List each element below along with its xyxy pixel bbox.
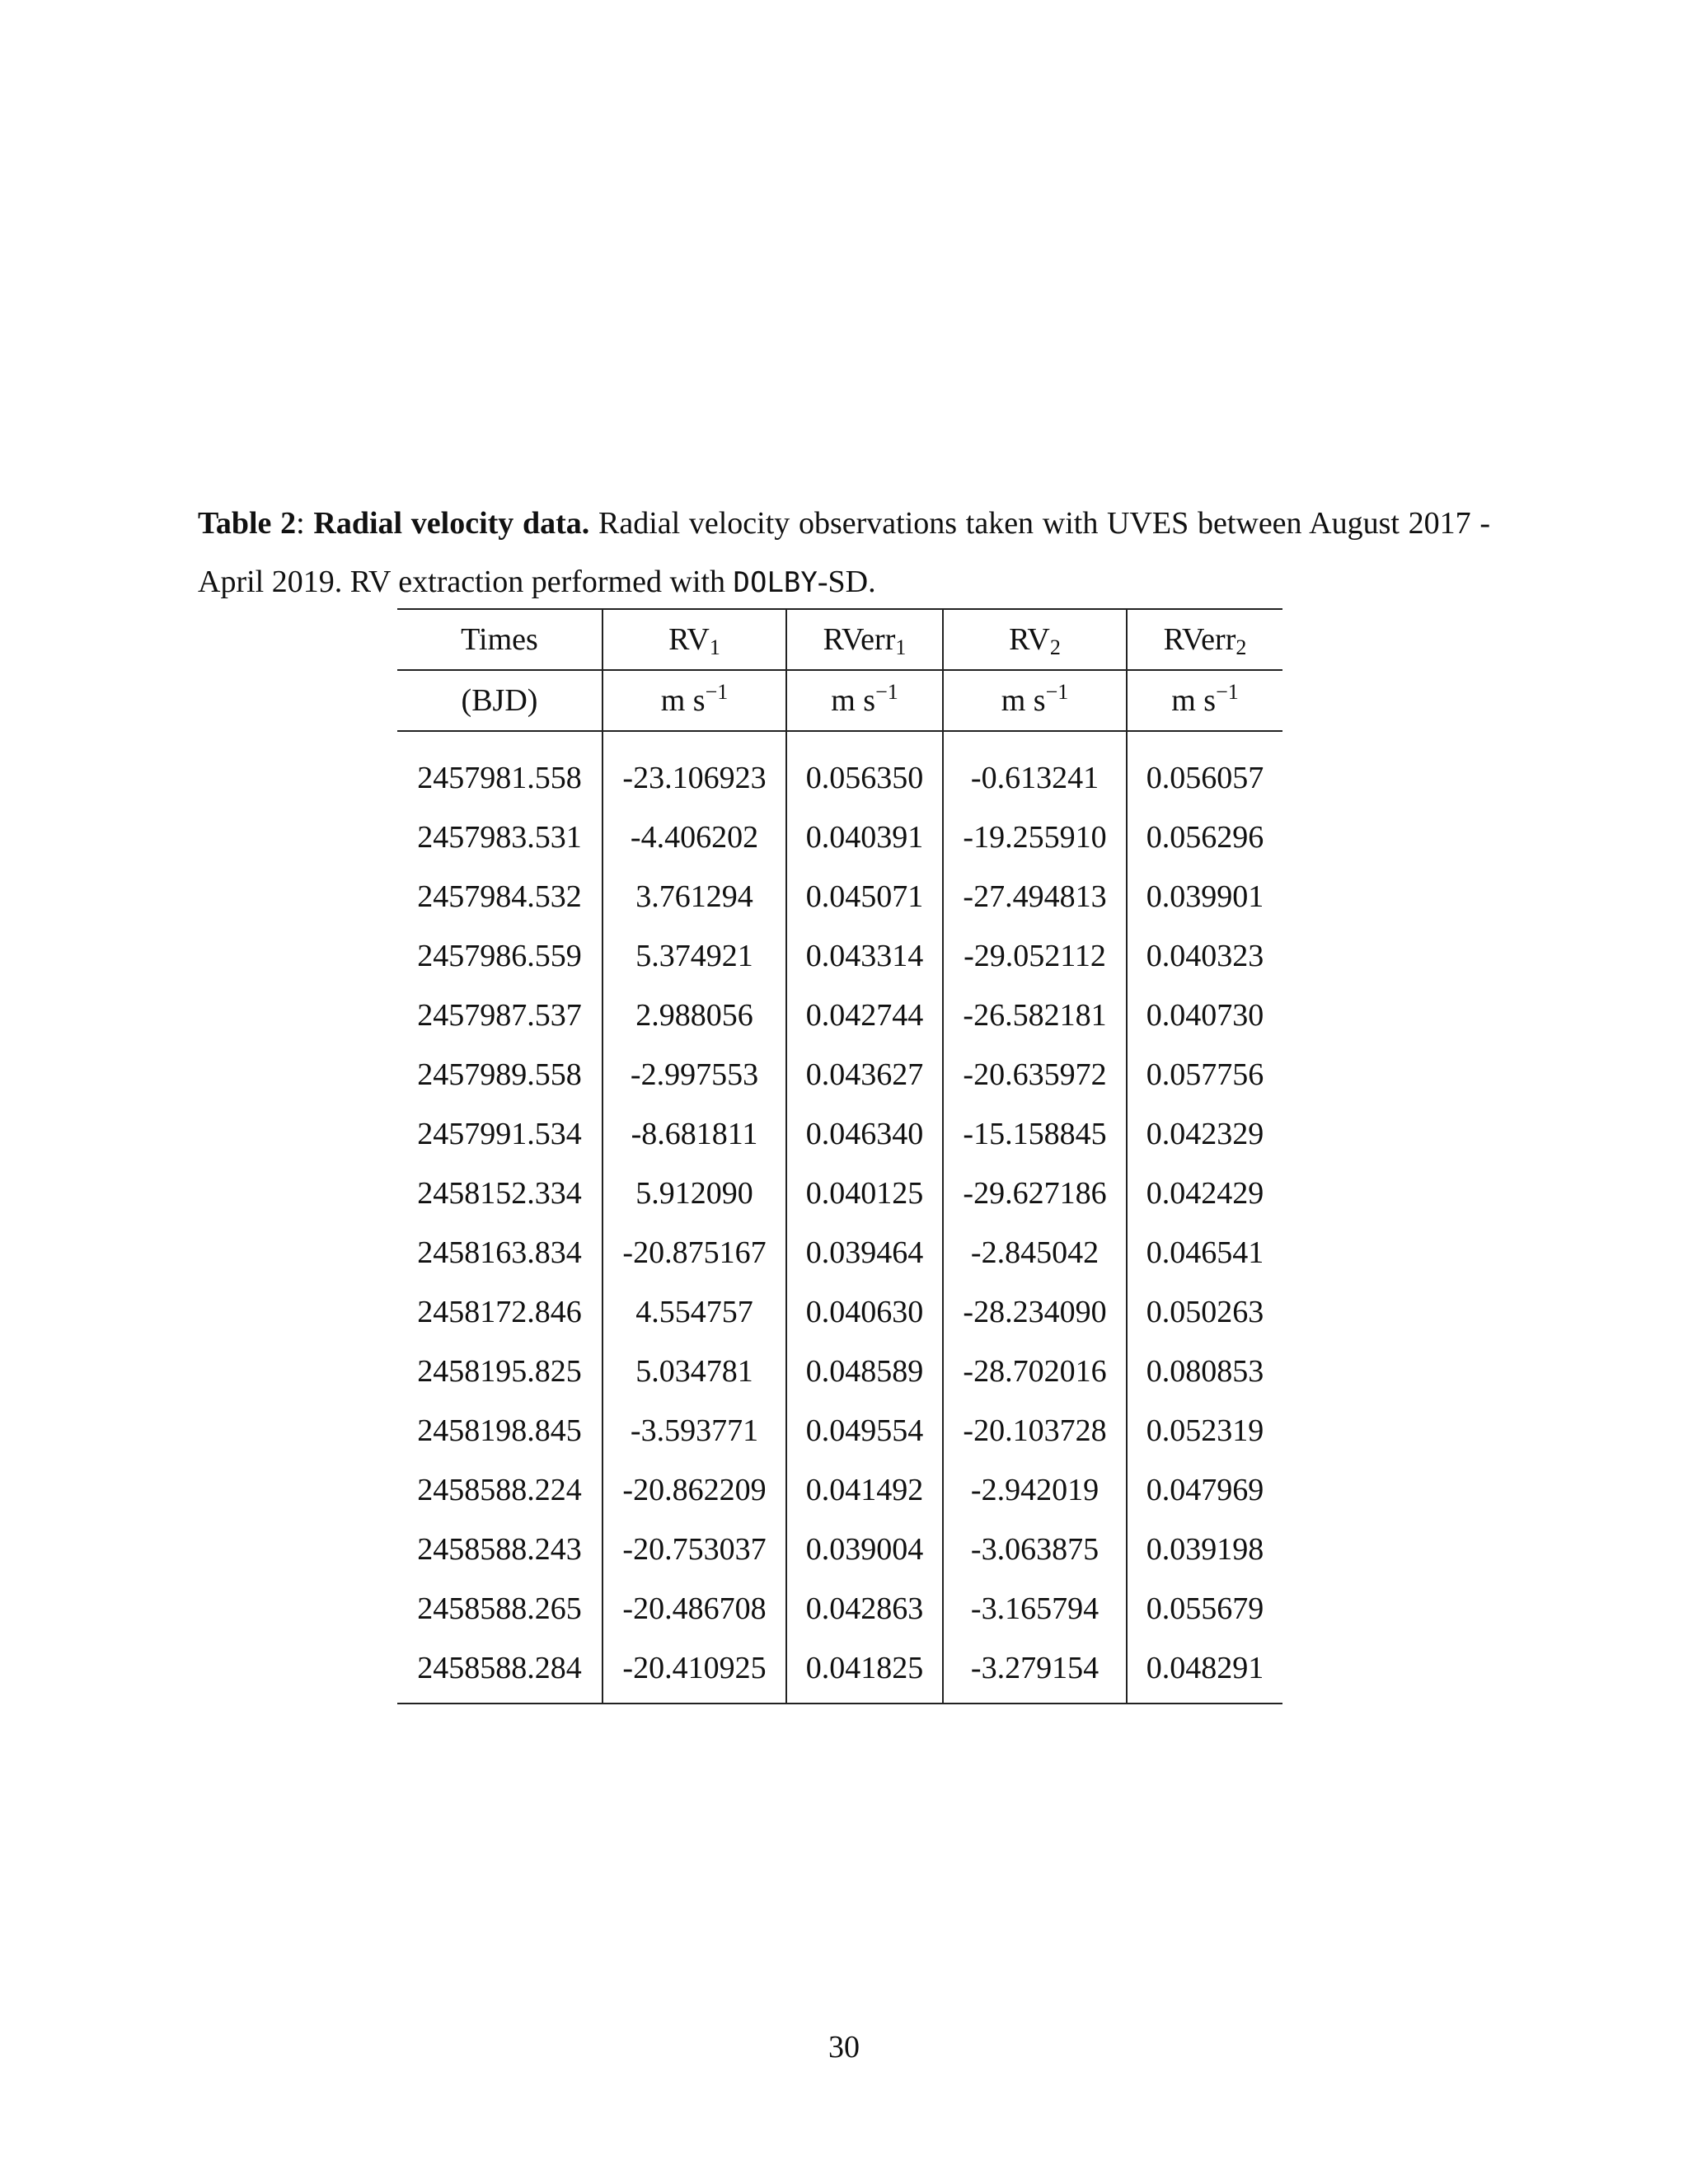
cell-rverr1: 0.045071 — [786, 867, 943, 926]
cell-rverr2: 0.042429 — [1127, 1164, 1282, 1223]
table-header-row — [397, 609, 1282, 670]
unit-rverr2: m $s^{-1}$ — [1127, 670, 1282, 731]
cell-rverr2: 0.040730 — [1127, 986, 1282, 1045]
cell-rv2: -28.702016 — [943, 1342, 1127, 1401]
table-row — [397, 986, 1282, 1045]
cell-rverr1: 0.039464 — [786, 1223, 943, 1282]
cell-rv2: -20.635972 — [943, 1045, 1127, 1104]
header-rverr2: RVerr$_2$ — [1127, 609, 1282, 670]
cell-rv1: -20.862209 — [603, 1460, 786, 1520]
cell-rv2: -29.627186 — [943, 1164, 1127, 1223]
cell-time: 2458172.846 — [417, 1295, 582, 1329]
cell-rverr2: 0.057756 — [1127, 1045, 1282, 1104]
cell-rv2: -3.063875 — [943, 1520, 1127, 1579]
cell-rverr2: 0.039901 — [1127, 867, 1282, 926]
caption-title: Radial velocity data. — [313, 506, 590, 541]
table-row — [397, 867, 1282, 926]
unit-rverr1: m $s^{-1}$ — [786, 670, 943, 731]
cell-rverr1: 0.041492 — [786, 1460, 943, 1520]
cell-time: 2457987.537 — [417, 998, 582, 1033]
cell-rverr1: 0.048589 — [786, 1342, 943, 1401]
cell-rverr2: 0.056057 — [1127, 731, 1282, 808]
cell-rverr2: 0.048291 — [1127, 1638, 1282, 1704]
cell-time: 2457986.559 — [417, 939, 582, 973]
cell-rv1: -20.753037 — [603, 1520, 786, 1579]
cell-rv2: -20.103728 — [943, 1401, 1127, 1460]
cell-rv1: -2.997553 — [603, 1045, 786, 1104]
cell-rv1: -20.410925 — [603, 1638, 786, 1704]
cell-rverr1: 0.041825 — [786, 1638, 943, 1704]
cell-rverr1: 0.039004 — [786, 1520, 943, 1579]
caption-label: Table 2 — [198, 506, 297, 541]
cell-rverr1: 0.049554 — [786, 1401, 943, 1460]
caption-code: DOLBY — [733, 566, 818, 599]
table-row — [397, 1164, 1282, 1223]
cell-rverr2: 0.052319 — [1127, 1401, 1282, 1460]
cell-time: 2457981.558 — [417, 761, 582, 795]
cell-rv2: -27.494813 — [943, 867, 1127, 926]
cell-rverr1: 0.040125 — [786, 1164, 943, 1223]
table-row — [397, 926, 1282, 986]
cell-rv2: -2.845042 — [943, 1223, 1127, 1282]
cell-rv2: -26.582181 — [943, 986, 1127, 1045]
cell-rverr1: 0.056350 — [786, 731, 943, 808]
header-rverr1: RVerr$_1$ — [786, 609, 943, 670]
table-row — [397, 1104, 1282, 1164]
cell-time: 2458588.265 — [417, 1591, 582, 1626]
table-row — [397, 1401, 1282, 1460]
unit-rv2: m $s^{-1}$ — [943, 670, 1127, 731]
cell-rv1: -3.593771 — [603, 1401, 786, 1460]
table-row — [397, 808, 1282, 867]
cell-time: 2457991.534 — [417, 1117, 582, 1151]
cell-rverr2: 0.046541 — [1127, 1223, 1282, 1282]
radial-velocity-table — [397, 608, 1282, 1704]
cell-rv2: -2.942019 — [943, 1460, 1127, 1520]
cell-rv1: 5.034781 — [603, 1342, 786, 1401]
table-units-row — [397, 670, 1282, 731]
table-row — [397, 1520, 1282, 1579]
cell-rv2: -3.279154 — [943, 1638, 1127, 1704]
cell-rverr2: 0.039198 — [1127, 1520, 1282, 1579]
cell-rverr2: 0.056296 — [1127, 808, 1282, 867]
table-row — [397, 1638, 1282, 1704]
cell-time: 2458152.334 — [417, 1176, 582, 1211]
caption-separator: : — [296, 506, 314, 541]
cell-rverr2: 0.042329 — [1127, 1104, 1282, 1164]
cell-time: 2457984.532 — [417, 879, 582, 914]
caption-text-end: -SD. — [817, 565, 876, 599]
cell-rv2: -29.052112 — [943, 926, 1127, 986]
table-row — [397, 1282, 1282, 1342]
caption-text: Radial velocity observations taken with UVES between August 2017 - April 2019. RV extraction performed with — [198, 506, 1491, 599]
cell-rverr1: 0.042744 — [786, 986, 943, 1045]
table-row — [397, 1223, 1282, 1282]
unit-rv1: m $s^{-1}$ — [603, 670, 786, 731]
cell-rv2: -0.613241 — [943, 731, 1127, 808]
cell-rv1: -4.406202 — [603, 808, 786, 867]
cell-rv1: 5.912090 — [603, 1164, 786, 1223]
page-number: 30 — [828, 2030, 860, 2064]
cell-rverr1: 0.043314 — [786, 926, 943, 986]
cell-rverr2: 0.040323 — [1127, 926, 1282, 986]
cell-rverr2: 0.047969 — [1127, 1460, 1282, 1520]
header-rv2: $RV_2$ — [943, 609, 1127, 670]
header-times: Times — [397, 609, 603, 670]
cell-rverr1: 0.046340 — [786, 1104, 943, 1164]
cell-rverr1: 0.040630 — [786, 1282, 943, 1342]
table-row — [397, 1045, 1282, 1104]
cell-rv1: 4.554757 — [603, 1282, 786, 1342]
cell-rverr1: 0.042863 — [786, 1579, 943, 1638]
cell-time: 2458195.825 — [417, 1354, 582, 1389]
cell-rverr2: 0.050263 — [1127, 1282, 1282, 1342]
cell-rv2: -3.165794 — [943, 1579, 1127, 1638]
cell-time: 2457989.558 — [417, 1057, 582, 1092]
header-rv1: $RV_1$ — [603, 609, 786, 670]
cell-rv2: -19.255910 — [943, 808, 1127, 867]
table-caption — [198, 494, 1490, 612]
cell-rv1: 2.988056 — [603, 986, 786, 1045]
cell-rv1: -8.681811 — [603, 1104, 786, 1164]
cell-rv1: -23.106923 — [603, 731, 786, 808]
cell-rv1: 5.374921 — [603, 926, 786, 986]
cell-time: 2458588.224 — [417, 1473, 582, 1507]
cell-rv2: -15.158845 — [943, 1104, 1127, 1164]
cell-rverr2: 0.080853 — [1127, 1342, 1282, 1401]
cell-rv1: -20.875167 — [603, 1223, 786, 1282]
table-row — [397, 1579, 1282, 1638]
table-row — [397, 731, 1282, 808]
table-row — [397, 1342, 1282, 1401]
cell-time: 2457983.531 — [417, 820, 582, 855]
cell-time: 2458198.845 — [417, 1413, 582, 1448]
cell-time: 2458588.284 — [397, 1638, 603, 1704]
cell-rv1: -20.486708 — [603, 1579, 786, 1638]
cell-rverr1: 0.040391 — [786, 808, 943, 867]
table-row — [397, 1460, 1282, 1520]
cell-rv1: 3.761294 — [603, 867, 786, 926]
unit-times: (BJD) — [397, 670, 603, 731]
cell-time: 2458163.834 — [417, 1235, 582, 1270]
cell-rverr1: 0.043627 — [786, 1045, 943, 1104]
cell-rverr2: 0.055679 — [1127, 1579, 1282, 1638]
cell-rv2: -28.234090 — [943, 1282, 1127, 1342]
cell-time: 2458588.243 — [417, 1532, 582, 1567]
table-body — [397, 731, 1282, 1704]
